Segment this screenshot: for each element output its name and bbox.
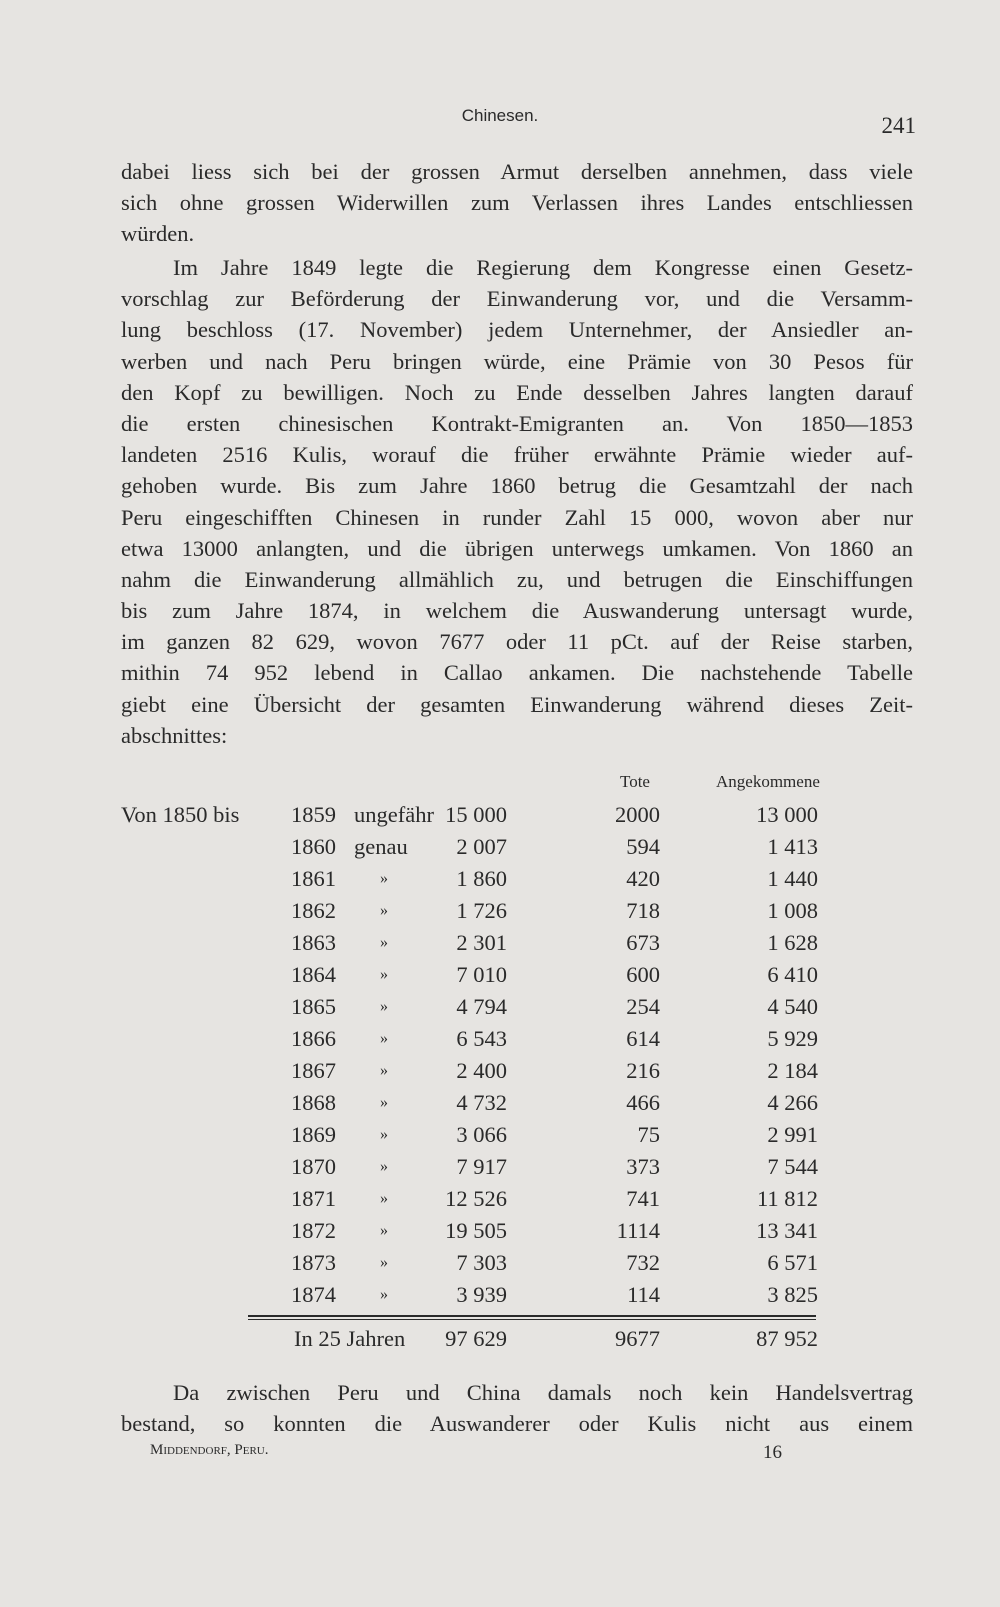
text-line: Im Jahre 1849 legte die Regierung dem Kongresse einen Gesetz- (173, 255, 913, 280)
signature-mark: Middendorf, Peru. (150, 1442, 269, 1458)
row-dead: 373 (626, 1154, 660, 1179)
ditto-mark: » (380, 1286, 388, 1303)
text-line: bis zum Jahre 1874, in welchem die Auswanderung untersagt wurde, (121, 598, 913, 624)
paragraph-3 (121, 1377, 913, 1439)
text-line: die ersten chinesischen Kontrakt-Emigranten an. Von 1850—1853 (121, 410, 913, 436)
row-arrived: 13 341 (756, 1218, 818, 1243)
text-line: gehoben wurde. Bis zum Jahre 1860 betrug die Gesamtzahl der nach (121, 473, 913, 499)
text-line: sich ohne grossen Widerwillen zum Verlassen ihres Landes entschliessen (121, 190, 913, 216)
table-row (0, 1090, 1000, 1122)
row-dead: 614 (626, 1026, 660, 1051)
row-arrived: 6 571 (767, 1250, 818, 1275)
row-count: 2 400 (456, 1058, 507, 1083)
text-line: Da zwischen Peru und China damals noch kein Handelsvertrag (173, 1380, 913, 1405)
row-count: 2 007 (456, 834, 507, 859)
row-count: 4 794 (456, 994, 507, 1019)
row-year: 1867 (291, 1058, 336, 1083)
table-row (0, 1186, 1000, 1218)
table-row (0, 1250, 1000, 1282)
header-tote: Tote (620, 772, 650, 791)
row-dead: 420 (626, 866, 660, 891)
row-arrived: 4 540 (767, 994, 818, 1019)
ditto-mark: » (380, 870, 388, 887)
row-year: 1871 (291, 1186, 336, 1211)
row-note: ungefähr (354, 802, 434, 827)
row-year: 1865 (291, 994, 336, 1019)
table-row (0, 962, 1000, 994)
text-line: vorschlag zur Beförderung der Einwanderung vor, und die Versamm- (121, 286, 913, 312)
row-count: 4 732 (456, 1090, 507, 1115)
ditto-mark: » (380, 934, 388, 951)
ditto-mark: » (380, 902, 388, 919)
row-dead: 114 (627, 1282, 660, 1307)
table-row (0, 930, 1000, 962)
row-arrived: 1 440 (767, 866, 818, 891)
ditto-mark: » (380, 966, 388, 983)
sheet-number: 16 (763, 1442, 782, 1463)
total-row (0, 1326, 1000, 1358)
table-row (0, 1282, 1000, 1314)
text-line: würden. (121, 221, 195, 247)
row-arrived: 1 413 (767, 834, 818, 859)
row-dead: 466 (626, 1090, 660, 1115)
ditto-mark: » (380, 1254, 388, 1271)
text-line: dabei liess sich bei der grossen Armut derselben annehmen, dass viele (121, 159, 913, 184)
row-dead: 718 (626, 898, 660, 923)
table-row (0, 1026, 1000, 1058)
text-line: mithin 74 952 lebend in Callao ankamen. Die nachstehende Tabelle (121, 660, 913, 686)
running-header: Chinesen. (461, 106, 539, 125)
text-line: Peru eingeschifften Chinesen in runder Zahl 15 000, wovon aber nur (121, 504, 913, 530)
text-line: den Kopf zu bewilligen. Noch zu Ende desselben Jahres langten darauf (121, 379, 913, 405)
ditto-mark: » (380, 1094, 388, 1111)
total-dead: 9677 (615, 1326, 660, 1351)
row-dead: 254 (626, 994, 660, 1019)
table-row (0, 866, 1000, 898)
row-arrived: 7 544 (767, 1154, 818, 1179)
row-count: 1 860 (456, 866, 507, 891)
row-arrived: 11 812 (756, 1186, 818, 1211)
row-arrived: 4 266 (767, 1090, 818, 1115)
row-year: 1859 (291, 802, 336, 827)
row-note: genau (354, 834, 408, 859)
row-arrived: 1 008 (767, 898, 818, 923)
row-year: 1870 (291, 1154, 336, 1179)
row-year: 1866 (291, 1026, 336, 1051)
ditto-mark: » (380, 1030, 388, 1047)
row-dead: 732 (626, 1250, 660, 1275)
text-line: werben und nach Peru bringen würde, eine Prämie von 30 Pesos für (121, 348, 913, 374)
table-row (0, 1218, 1000, 1250)
row-year: 1874 (291, 1282, 336, 1307)
row-arrived: 6 410 (767, 962, 818, 987)
text-line: im ganzen 82 629, wovon 7677 oder 11 pCt. auf der Reise starben, (121, 629, 913, 655)
row-dead: 594 (626, 834, 660, 859)
row-dead: 673 (626, 930, 660, 955)
row-dead: 1114 (616, 1218, 660, 1243)
row-count: 2 301 (456, 930, 507, 955)
total-rule-thin (248, 1319, 816, 1320)
row-dead: 216 (626, 1058, 660, 1083)
row-dead: 600 (626, 962, 660, 987)
ditto-mark: » (380, 998, 388, 1015)
ditto-mark: » (380, 1158, 388, 1175)
row-count: 7 917 (456, 1154, 507, 1179)
row-count: 15 000 (445, 802, 507, 827)
row-count: 12 526 (445, 1186, 507, 1211)
row-count: 6 543 (456, 1026, 507, 1051)
row-arrived: 1 628 (767, 930, 818, 955)
row-arrived: 2 184 (767, 1058, 818, 1083)
table-row (0, 1154, 1000, 1186)
row-lead-label: Von 1850 bis (121, 802, 240, 827)
page-number: 241 (881, 113, 916, 138)
row-arrived: 3 825 (767, 1282, 818, 1307)
paragraph-1 (121, 156, 913, 250)
text-line: nahm die Einwanderung allmählich zu, und betrugen die Einschiffungen (121, 566, 913, 592)
row-count: 3 066 (456, 1122, 507, 1147)
table-row (0, 994, 1000, 1026)
row-dead: 741 (626, 1186, 660, 1211)
total-rule (248, 1315, 816, 1317)
row-year: 1864 (291, 962, 336, 987)
row-count: 1 726 (456, 898, 507, 923)
text-line: abschnittes: (121, 722, 228, 748)
row-year: 1873 (291, 1250, 336, 1275)
header-angekommene: Angekommene (716, 772, 820, 791)
table-row (0, 834, 1000, 866)
ditto-mark: » (380, 1222, 388, 1239)
total-arrived: 87 952 (756, 1326, 818, 1351)
total-label: In 25 Jahren (294, 1326, 406, 1351)
row-year: 1869 (291, 1122, 336, 1147)
text-line: bestand, so konnten die Auswanderer oder Kulis nicht aus einem (121, 1411, 913, 1437)
ditto-mark: » (380, 1062, 388, 1079)
text-line: landeten 2516 Kulis, worauf die früher erwähnte Prämie wieder auf- (121, 442, 913, 468)
table-row (0, 802, 1000, 834)
text-line: lung beschloss (17. November) jedem Unternehmer, der Ansiedler an- (121, 317, 913, 343)
row-count: 7 010 (456, 962, 507, 987)
table-row (0, 898, 1000, 930)
row-year: 1863 (291, 930, 336, 955)
row-year: 1861 (291, 866, 336, 891)
total-count: 97 629 (445, 1326, 507, 1351)
row-count: 3 939 (456, 1282, 507, 1307)
text-line: giebt eine Übersicht der gesamten Einwanderung während dieses Zeit- (121, 691, 913, 717)
ditto-mark: » (380, 1126, 388, 1143)
row-dead: 2000 (615, 802, 660, 827)
text-line: etwa 13000 anlangten, und die übrigen unterwegs umkamen. Von 1860 an (121, 535, 913, 561)
table-row (0, 1122, 1000, 1154)
row-arrived: 5 929 (767, 1026, 818, 1051)
row-year: 1872 (291, 1218, 336, 1243)
row-year: 1860 (291, 834, 336, 859)
paragraph-2 (121, 252, 913, 751)
row-arrived: 2 991 (767, 1122, 818, 1147)
table-row (0, 1058, 1000, 1090)
row-count: 7 303 (456, 1250, 507, 1275)
row-count: 19 505 (445, 1218, 507, 1243)
row-dead: 75 (637, 1122, 660, 1147)
row-year: 1862 (291, 898, 336, 923)
row-arrived: 13 000 (756, 802, 818, 827)
row-year: 1868 (291, 1090, 336, 1115)
ditto-mark: » (380, 1190, 388, 1207)
